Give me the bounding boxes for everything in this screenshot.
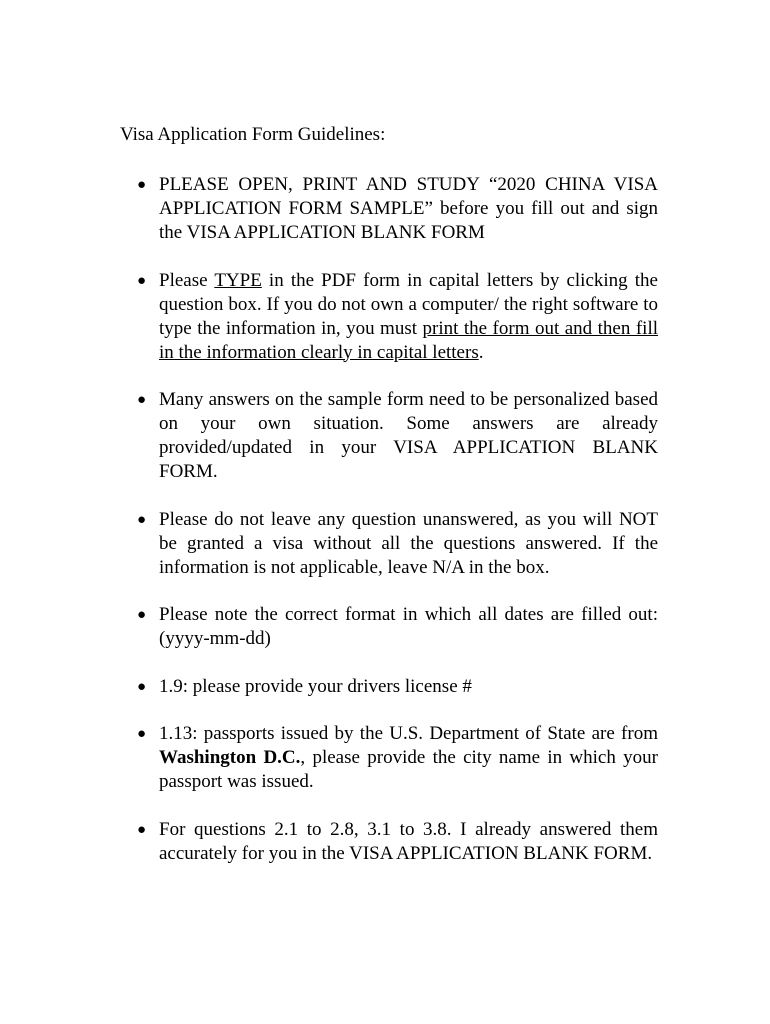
bullet-icon: ● bbox=[137, 678, 147, 695]
item-text-part: in the PDF form in capital letters by clicking the question box. If you do not own a computer/ the right software to type the information in, you must bbox=[159, 269, 658, 339]
list-item-open-print-study bbox=[137, 173, 658, 245]
list-item-drivers-license bbox=[137, 675, 658, 699]
bullet-icon: ● bbox=[137, 607, 147, 623]
item-text: 1.9: please provide your drivers license # bbox=[159, 675, 472, 697]
list-item-questions-answered bbox=[137, 818, 658, 866]
item-text-part: . bbox=[478, 341, 484, 363]
item-text-part: 1.13: passports issued by the U.S. Department of State are from bbox=[159, 723, 658, 744]
list-item-passport-city bbox=[137, 722, 658, 794]
bold-washington-dc: Washington D.C. bbox=[159, 747, 301, 768]
item-text: Please note the correct format in which all dates are filled out: (yyyy-mm-dd) bbox=[159, 604, 658, 649]
bullet-icon: ● bbox=[137, 511, 147, 528]
underlined-type: TYPE bbox=[214, 269, 262, 291]
underlined-print-instruction: print the form out and then fill in the information clearly in capital letters bbox=[159, 317, 658, 363]
bullet-icon: ● bbox=[137, 821, 147, 838]
item-text-part: , please provide the city name in which your passport was issued. bbox=[159, 747, 658, 792]
bullet-icon: ● bbox=[137, 177, 147, 193]
bullet-icon: ● bbox=[137, 272, 147, 289]
list-item-date-format bbox=[137, 603, 658, 651]
bullet-icon: ● bbox=[137, 392, 147, 408]
item-text-part: Please bbox=[159, 269, 215, 291]
guidelines-list bbox=[137, 173, 658, 889]
bullet-icon: ● bbox=[137, 726, 147, 742]
list-item-personalized-answers bbox=[137, 388, 658, 484]
item-text: PLEASE OPEN, PRINT AND STUDY “2020 CHINA VISA APPLICATION FORM SAMPLE” before you fill out and sign the VISA APPLICATION BLANK FORM bbox=[159, 174, 658, 243]
item-text: For questions 2.1 to 2.8, 3.1 to 3.8. I already answered them accurately for you in the VISA APPLICATION BLANK FORM. bbox=[159, 818, 658, 864]
page-title: Visa Application Form Guidelines: bbox=[120, 124, 386, 145]
list-item-no-unanswered bbox=[137, 508, 658, 580]
item-text: Please do not leave any question unanswered, as you will NOT be granted a visa without all the questions answered. If the information is not applicable, leave N/A in the box. bbox=[159, 508, 658, 578]
item-text: Many answers on the sample form need to be personalized based on your own situation. Some answers are already provided/updated in your VISA APPLICATION BLANK FORM. bbox=[159, 389, 658, 482]
list-item-type-in-pdf bbox=[137, 269, 658, 365]
